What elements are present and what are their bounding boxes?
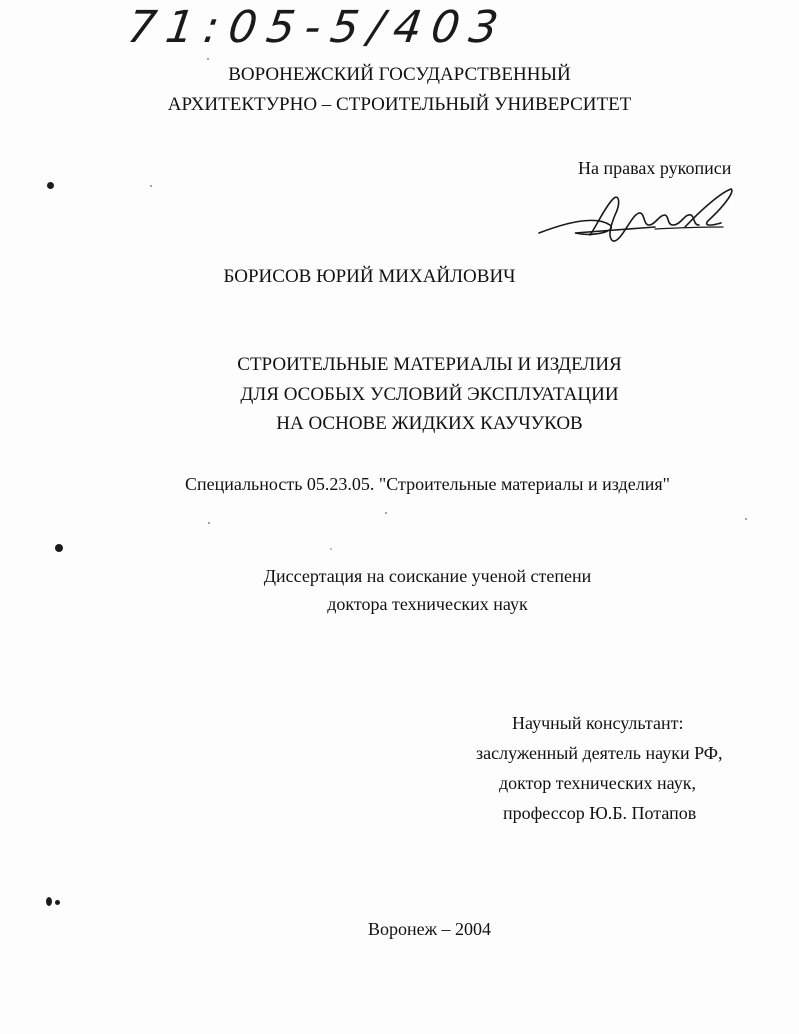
university-line-2: АРХИТЕКТУРНО – СТРОИТЕЛЬНЫЙ УНИВЕРСИТЕТ (167, 94, 632, 115)
consultant-line-1: заслуженный деятель науки РФ, (476, 743, 723, 763)
dissertation-line-2: доктора технических наук (327, 594, 528, 614)
scan-speck (745, 518, 747, 520)
archive-code: 71:05-5/403 (124, 2, 512, 53)
dissertation-line-1: Диссертация на соискание ученой степени (263, 566, 592, 586)
scan-speck (46, 897, 52, 906)
specialty: Специальность 05.23.05. "Строительные материалы и изделия" (185, 474, 670, 494)
scan-speck (55, 544, 63, 552)
title-line-1: СТРОИТЕЛЬНЫЕ МАТЕРИАЛЫ И ИЗДЕЛИЯ (237, 354, 622, 375)
scan-speck (150, 185, 152, 187)
scan-speck (207, 58, 209, 60)
consultant-line-2: доктор технических наук, (499, 773, 696, 793)
consultant-line-3: профессор Ю.Б. Потапов (503, 803, 697, 823)
scan-speck (47, 182, 54, 189)
scan-speck (208, 522, 210, 524)
title-line-2: ДЛЯ ОСОБЫХ УСЛОВИЙ ЭКСПЛУАТАЦИИ (240, 384, 619, 405)
university-line-1: ВОРОНЕЖСКИЙ ГОСУДАРСТВЕННЫЙ (228, 64, 571, 85)
consultant-heading: Научный консультант: (512, 713, 684, 733)
signature (535, 185, 735, 247)
title-line-3: НА ОСНОВЕ ЖИДКИХ КАУЧУКОВ (276, 413, 583, 434)
scan-speck (385, 512, 387, 514)
scan-speck (330, 548, 332, 550)
city-year: Воронеж – 2004 (367, 919, 492, 939)
scan-speck (55, 900, 60, 905)
manuscript-note: На правах рукописи (578, 158, 732, 178)
author-name: БОРИСОВ ЮРИЙ МИХАЙЛОВИЧ (223, 266, 516, 287)
